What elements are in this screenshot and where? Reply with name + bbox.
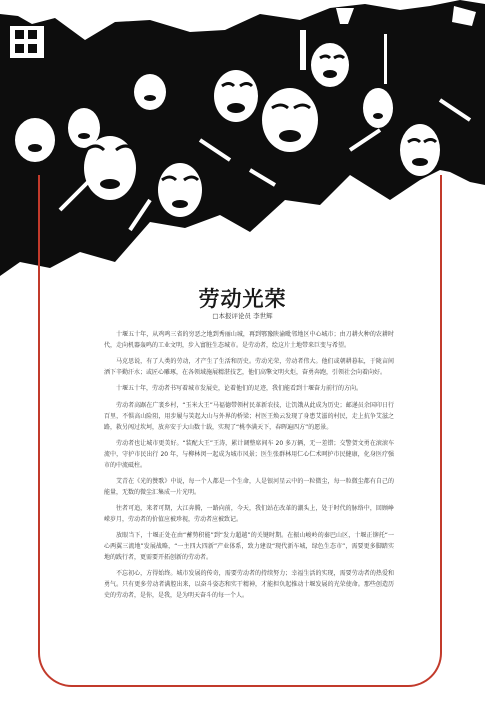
article-title: 劳动光荣 xyxy=(198,286,287,311)
article-paragraph: 马克思说，有了人类的劳动，才产生了生活和历史。劳动光荣，劳动者伟大。他们或朝耕暮耘，于陇亩间洒下辛勤汗水；或匠心雕琢，在各领域施展精湛技艺，他们高擎文明火炬，奋勇奔跑，引领社会向着向好。 xyxy=(104,358,394,377)
article-paragraph: 放眼当下，十堰正处在由“蓄势积能”到“发力超越”的关键时期。在振山峻岭的秦巴山区，十堰正铆托“一心两翼三流地”发展战略，“一主四大四新”产业体系，致力建设“现代新车城，绿色生态市”，需要更多脚踏实地的践行者，更需要开拓创新的劳动者。 xyxy=(104,532,394,562)
article-paragraph: 劳动者高踞在广袤乡村，“玉米大王”马福德带领村民革新农技，让饥饿从此成为历史；邮递员余国印日行百里，不惧高山险阻，用步履与笑起大山与外界的桥梁；村医王焕云发现了身患艾滋的村民，走上抗争艾滋之路，救另闯过坎坷，放弃安于大山数十载，实现了“桃李满天下，春晖遍四方”的愿景。 xyxy=(104,401,394,431)
article-body xyxy=(104,330,394,608)
article-paragraph: 劳动者也让城市更美好。“装配大王”王涛，累计调整席间车 20 多万辆，无一差错；交警贺文勇在滚滚车流中，守护市民出行 20 年，与柳林闵一起成为城市风景；医生张群林用仁心仁术呵护市民健康，化身医疗强市的中流砥柱。 xyxy=(104,439,394,469)
article-paragraph: 十堰五十年，从鸡鸣三省的穷恶之地到秀丽山城，再到鄂豫陕渝毗邻地区中心城市；由刀耕火种的农耕时代，走向机器轰鸣的工业文明，步入富脏生态城市。是劳动者，绘这片土地带来巨变与希望。 xyxy=(104,331,394,349)
article-paragraph: 往者可追，来者可期，大江奔腾，一路向前，今天，我们站在改革的潮头上，处于时代的脉络中，回顾峥嵘岁月，劳动者的价值应被珍视，劳动者应被致记。 xyxy=(104,505,394,524)
article-byline: □本报评论员 李世辉 xyxy=(212,312,273,320)
article-paragraph: 艾青在《光的赞歌》中说，每一个人都是一个生命，人是银河星云中的一粒微尘，每一粒微尘都有自己的能量，无数的微尘汇集成一片光明。 xyxy=(104,477,394,496)
article-paragraph: 十堰五十年，劳动者书写着城市发展史，论着他们的足迹，我们能看到十堰奋力前行的方向。 xyxy=(116,385,363,393)
article-paragraph: 不忘初心，方得始终。城市发展的传奇，需要劳动者的持续努力；幸福生活的实现，需要劳动者的热爱和勇气。只有更多劳动者满腔出来，以奋斗姿态和实干精神，才能担负起推动十堰发展的光荣使命。那些创造历史的劳动者，是你，是我，是为明天奋斗的每一个人。 xyxy=(104,570,394,600)
